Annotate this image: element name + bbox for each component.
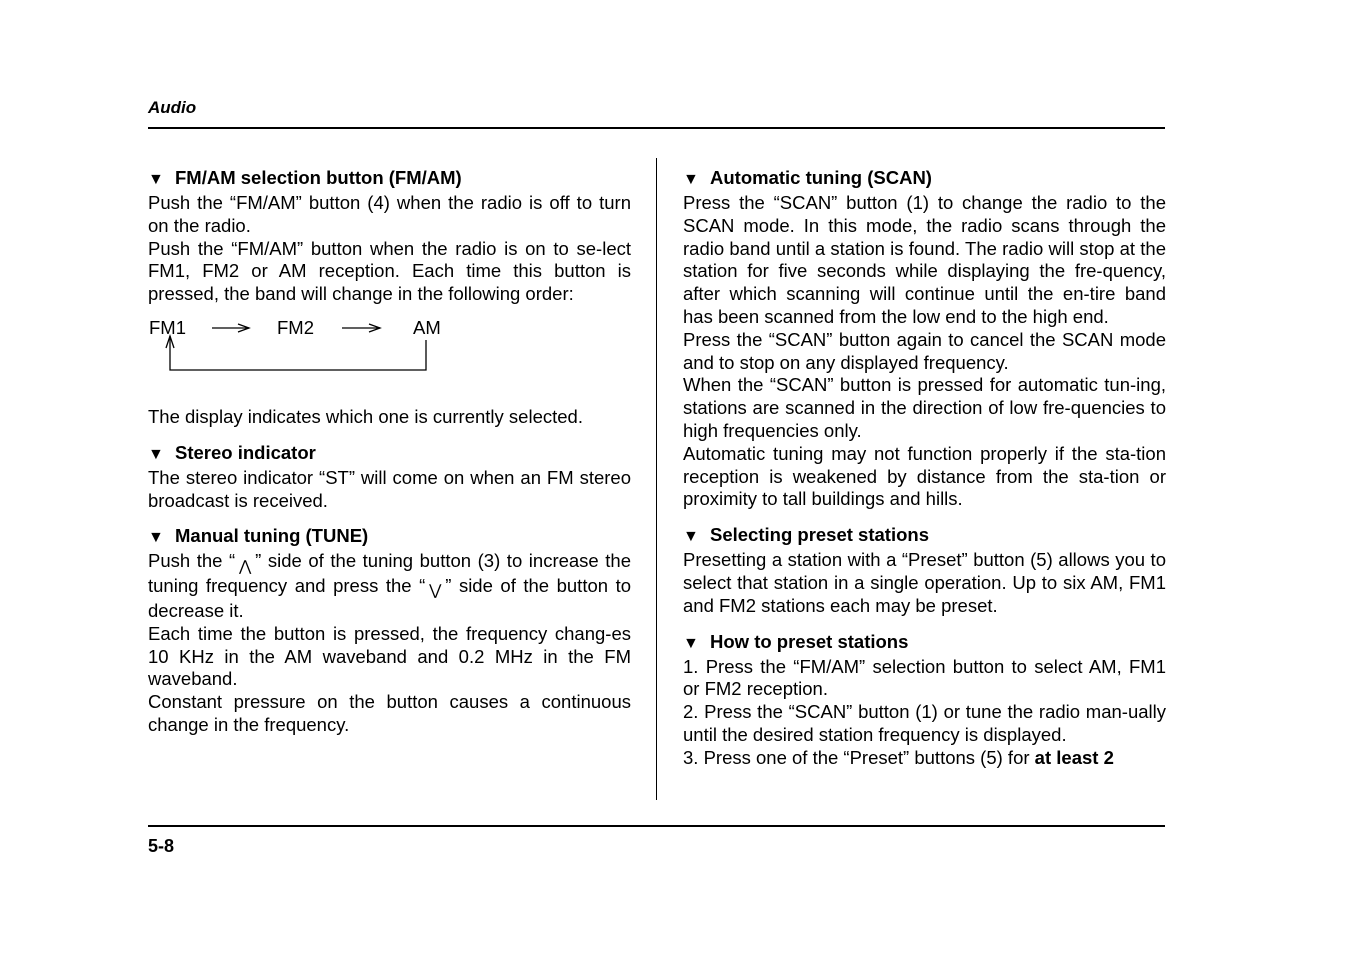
paragraph: Constant pressure on the button causes a continuous change in the frequency.	[148, 691, 631, 735]
heading-text: Manual tuning (TUNE)	[175, 525, 369, 547]
diagram-arrows	[148, 306, 448, 406]
right-column	[683, 166, 1166, 770]
heading-scan	[683, 166, 1166, 192]
down-chevron-icon: ⋁	[429, 582, 442, 600]
heading-text: FM/AM selection button (FM/AM)	[175, 167, 462, 188]
heading-text: Stereo indicator	[175, 441, 316, 463]
paragraph: When the “SCAN” button is pressed for automatic tun-ing, stations are scanned in the direction of low fre-quencies to high frequencies only.	[683, 374, 1166, 441]
triangle-marker-icon: ▼	[683, 634, 699, 652]
step-item: 1. Press the “FM/AM” selection button to select AM, FM1 or FM2 reception.	[683, 655, 1166, 700]
diagram-label-fm1: FM1	[149, 316, 186, 338]
paragraph: The display indicates which one is currently selected.	[148, 405, 583, 427]
footer-rule	[148, 825, 1165, 827]
step-item: 2. Press the “SCAN” button (1) or tune the radio man-ually until the desired station frequency is displayed.	[683, 701, 1166, 745]
page-number: 5-8	[148, 836, 175, 856]
return-loop-line	[170, 336, 426, 370]
paragraph: Push the “FM/AM” button (4) when the radio is off to turn on the radio.	[148, 192, 631, 236]
paragraph: Press the “SCAN” button again to cancel the SCAN mode and to stop on any displayed frequency.	[683, 328, 1166, 373]
heading-text: How to preset stations	[710, 630, 909, 652]
triangle-marker-icon: ▼	[148, 445, 164, 463]
text-run: Push the “	[148, 550, 236, 572]
step-item	[683, 747, 1166, 770]
heading-stereo	[148, 441, 631, 467]
paragraph: Push the “FM/AM” button when the radio is on to se-lect FM1, FM2 or AM reception. Each time this button is pressed, the band will change in the following order:	[148, 237, 631, 305]
column-divider	[656, 158, 657, 800]
paragraph: Automatic tuning may not function properly if the sta-tion reception is weakened by distance from the sta-tion or proximity to tall buildings and hills.	[683, 442, 1166, 510]
text-run: 3. Press one of the “Preset” buttons (5) for	[683, 746, 1035, 768]
triangle-marker-icon: ▼	[683, 528, 699, 546]
heading-tune	[148, 524, 631, 550]
heading-preset-select	[683, 523, 1166, 549]
triangle-marker-icon: ▼	[148, 529, 164, 547]
paragraph: Press the “SCAN” button (1) to change the radio to the SCAN mode. In this mode, the radio scans through the radio band until a station is found. The radio will stop at the station for five seconds while displaying the fre-quency, after which scanning will continue until the en-tire band has been scanned from the low end to the high end.	[683, 192, 1166, 327]
paragraph: Presetting a station with a “Preset” button (5) allows you to select that station in a single operation. Up to six AM, FM1 and FM2 stations each may be preset.	[683, 549, 1166, 616]
paragraph: Each time the button is pressed, the frequency chang-es 10 KHz in the AM waveband and 0.2 MHz in the FM waveband.	[148, 622, 631, 690]
paragraph	[148, 550, 631, 622]
heading-fmam	[148, 166, 631, 192]
text-run: ” side of the tuning button (3) to increase the tuning frequency and press the “	[148, 550, 631, 597]
heading-text: Automatic tuning (SCAN)	[710, 167, 932, 188]
diagram-label-fm2: FM2	[277, 316, 314, 338]
heading-preset-how	[683, 630, 1166, 656]
triangle-marker-icon: ▼	[148, 171, 164, 188]
bold-text-run: at least 2	[1034, 746, 1114, 768]
diagram-label-am: AM	[413, 316, 441, 338]
section-header: Audio	[148, 98, 197, 117]
triangle-marker-icon: ▼	[683, 171, 699, 188]
heading-text: Selecting preset stations	[710, 524, 929, 546]
text-run: ” side of the button to decrease it.	[148, 575, 631, 621]
paragraph: The stereo indicator “ST” will come on when an FM stereo broadcast is received.	[148, 466, 631, 511]
header-rule	[148, 127, 1165, 129]
band-order-diagram	[148, 306, 631, 406]
up-chevron-icon: ⋀	[239, 558, 252, 576]
left-column	[148, 166, 631, 737]
